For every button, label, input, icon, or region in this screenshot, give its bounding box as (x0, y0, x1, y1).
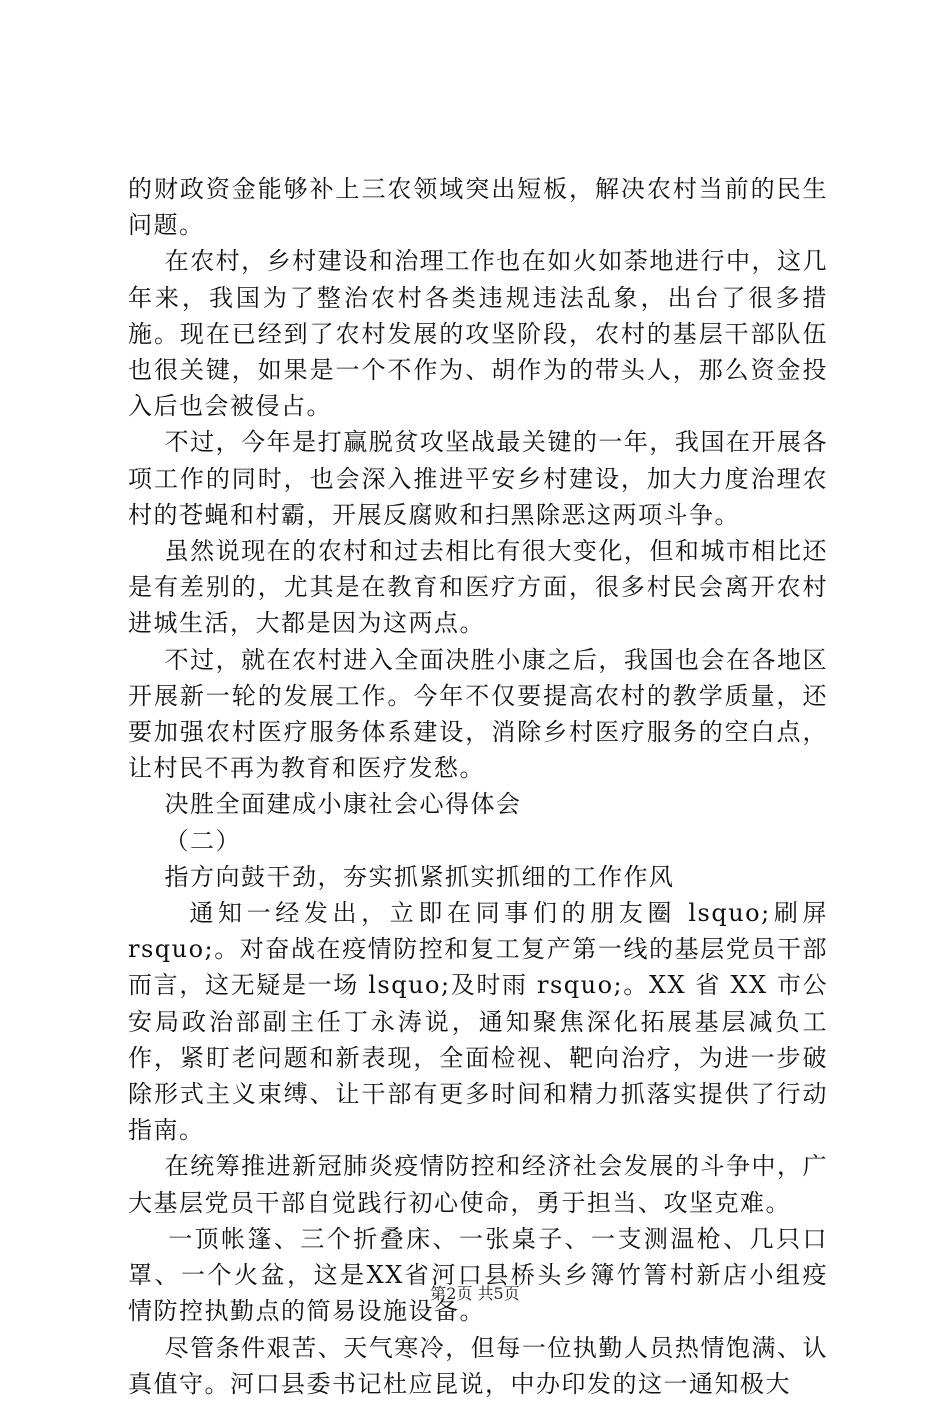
paragraph-3: 不过，今年是打赢脱贫攻坚战最关键的一年，我国在开展各项工作的同时，也会深入推进平安乡村建设，加大力度治理农村的苍蝇和村霸，开展反腐败和扫黑除恶这两项斗争。 (128, 428, 829, 529)
document-body (128, 171, 838, 1402)
paragraph-12: 尽管条件艰苦、天气寒冷，但每一位执勤人员热情饱满、认真值守。河口县委书记杜应昆说，中办印发的这一通知极大 (128, 1333, 829, 1398)
paragraph-1: 的财政资金能够补上三农领域突出短板，解决农村当前的民生问题。 (128, 175, 828, 240)
section-heading: 指方向鼓干劲，夯实抓紧抓实抓细的工作作风 (128, 862, 675, 891)
paragraph-9: 通知一经发出，立即在同事们的朋友圈 lsquo;刷屏 rsquo;。对奋战在疫情防控和复工复产第一线的基层党员干部而言，这无疑是一场 lsquo;及时雨 rsquo;。XX 省 XX 市公安局政治部副主任丁永涛说，通知聚焦深化拓展基层减负工作，紧盯老问题和新表现，全面检视、靶向治疗，为进一步破除形式主义束缚、让干部有更多时间和精力抓落实提供了行动指南。 (128, 899, 838, 1145)
section-title: 决胜全面建成小康社会心得体会 (128, 790, 522, 819)
paragraph-11: 一顶帐篷、三个折叠床、一张桌子、一支测温枪、几只口罩、一个火盆，这是XX省河口县桥头乡簿竹箐村新店小组疫情防控执勤点的简易设施设备。 (128, 1224, 829, 1326)
section-number: （二） (128, 826, 242, 855)
paragraph-10: 在统筹推进新冠肺炎疫情防控和经济社会发展的斗争中，广大基层党员干部自觉践行初心使命，勇于担当、攻坚克难。 (128, 1152, 829, 1217)
paragraph-4: 虽然说现在的农村和过去相比有很大变化，但和城市相比还是有差别的，尤其是在教育和医疗方面，很多村民会离开农村进城生活，大都是因为这两点。 (128, 537, 829, 638)
paragraph-5: 不过，就在农村进入全面决胜小康之后，我国也会在各地区开展新一轮的发展工作。今年不仅要提高农村的教学质量，还要加强农村医疗服务体系建设，消除乡村医疗服务的空白点，让村民不再为教育和医疗发愁。 (128, 645, 829, 783)
page-number-footer: 第2页 共5页 (430, 1284, 520, 1303)
paragraph-2: 在农村，乡村建设和治理工作也在如火如荼地进行中，这几年来，我国为了整治农村各类违规违法乱象，出台了很多措施。现在已经到了农村发展的攻坚阶段，农村的基层干部队伍也很关键，如果是一个不作为、胡作为的带头人，那么资金投入后也会被侵占。 (128, 247, 829, 421)
